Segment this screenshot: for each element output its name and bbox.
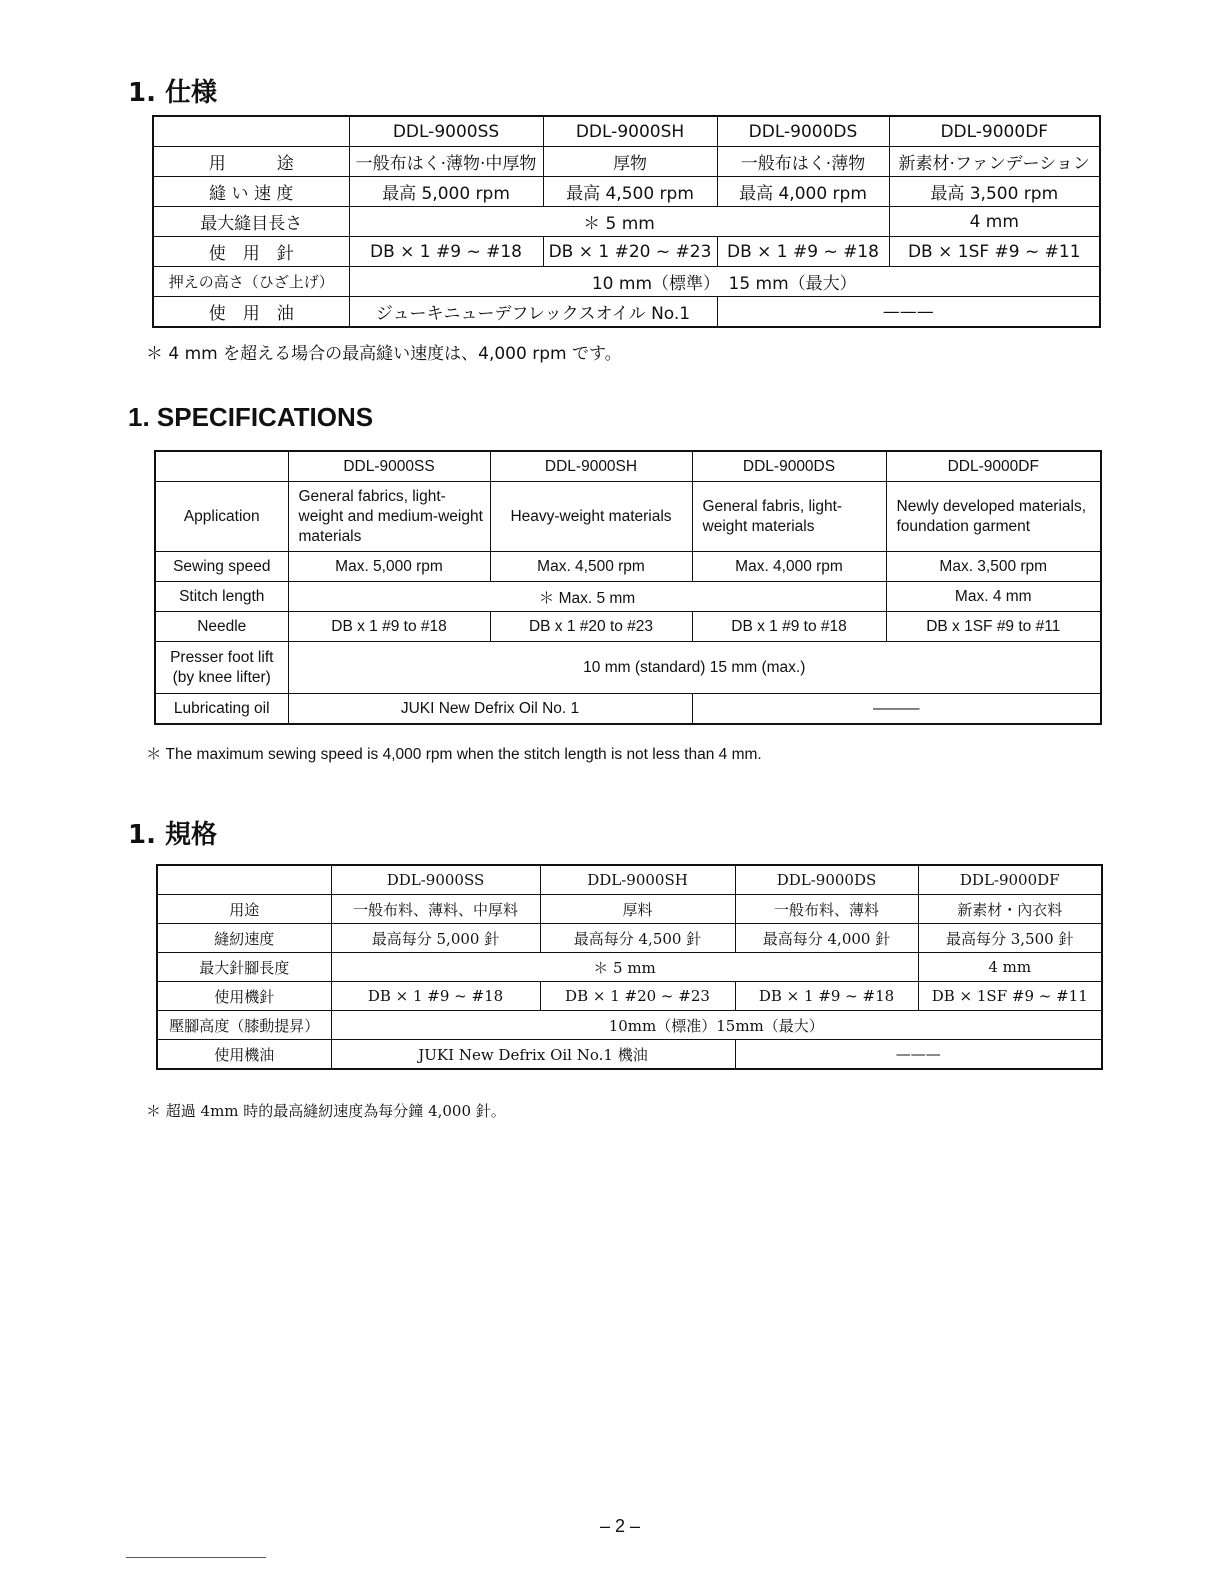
header-model-df: DDL-9000DF [889,116,1100,147]
table-row [157,1011,1102,1040]
row-label: 壓腳高度（膝動提昇） [157,1011,331,1040]
cell: 10mm（標准）15mm（最大） [331,1011,1102,1040]
cell: 4 mm [918,953,1102,982]
cell: 最高每分 3,500 針 [918,924,1102,953]
cell: ＊ 5 mm [349,207,889,237]
row-label: Sewing speed [155,552,288,582]
row-label: Lubricating oil [155,694,288,725]
row-label: 縫 い 速 度 [153,177,349,207]
cell-dash: ——— [692,694,1101,725]
cell: ＊ Max. 5 mm [288,582,886,612]
cell: DB × 1 #9 ~ #18 [331,982,540,1011]
header-model-sh: DDL-9000SH [490,451,692,482]
header-blank [155,451,288,482]
row-label: 縫紉速度 [157,924,331,953]
cell-dash: ——— [717,297,1100,328]
cell: 新素材・內衣料 [918,895,1102,924]
cell: Max. 5,000 rpm [288,552,490,582]
cell: 新素材·ファンデーション [889,147,1100,177]
footer-rule [126,1557,266,1558]
section-title-japanese: 1. 仕様 [128,78,218,108]
cell: 最高每分 4,500 針 [540,924,735,953]
cell: DB × 1 #9 ~ #18 [717,237,889,267]
table-header-row [157,865,1102,895]
cell: Newly developed materials, foundation garment [886,482,1101,552]
cell: Max. 4,000 rpm [692,552,886,582]
cell: ジューキニューデフレックスオイル No.1 [349,297,717,328]
row-label: 使 用 針 [153,237,349,267]
cell: Max. 3,500 rpm [886,552,1101,582]
table-header-row [153,116,1100,147]
cell: Max. 4,500 rpm [490,552,692,582]
cell: DB x 1SF #9 to #11 [886,612,1101,642]
cell: DB × 1 #20 ~ #23 [540,982,735,1011]
row-label: 最大縫目長さ [153,207,349,237]
table-row [153,147,1100,177]
header-model-sh: DDL-9000SH [543,116,717,147]
cell: DB x 1 #9 to #18 [288,612,490,642]
cell: 最高 4,500 rpm [543,177,717,207]
table-row [155,642,1101,694]
header-model-df: DDL-9000DF [918,865,1102,895]
table-row [153,297,1100,328]
header-blank [153,116,349,147]
cell: DB × 1 #9 ~ #18 [349,237,543,267]
row-label: 最大針腳長度 [157,953,331,982]
row-label: Needle [155,612,288,642]
cell: 一般布料、薄料、中厚料 [331,895,540,924]
header-model-ss: DDL-9000SS [288,451,490,482]
footnote-chinese: ＊ 超過 4mm 時的最高縫紉速度為每分鐘 4,000 針。 [146,1102,506,1120]
cell: 最高每分 5,000 針 [331,924,540,953]
cell: Max. 4 mm [886,582,1101,612]
cell: 一般布料、薄料 [735,895,918,924]
header-model-df: DDL-9000DF [886,451,1101,482]
table-row [155,694,1101,725]
section-title-chinese: 1. 規格 [128,820,218,850]
row-label: 使用機油 [157,1040,331,1070]
cell: DB × 1SF #9 ~ #11 [889,237,1100,267]
table-header-row [155,451,1101,482]
cell: DB × 1SF #9 ~ #11 [918,982,1102,1011]
row-label: Application [155,482,288,552]
header-blank [157,865,331,895]
table-row [153,177,1100,207]
row-label: Stitch length [155,582,288,612]
row-label: 使用機針 [157,982,331,1011]
row-label: 押えの高さ（ひざ上げ） [153,267,349,297]
header-model-ss: DDL-9000SS [349,116,543,147]
table-row [157,982,1102,1011]
cell: 4 mm [889,207,1100,237]
table-row [157,895,1102,924]
cell: 最高每分 4,000 針 [735,924,918,953]
cell: JUKI New Defrix Oil No. 1 [288,694,692,725]
table-row [155,552,1101,582]
page-number: – 2 – [600,1516,641,1536]
row-label: 用途 [157,895,331,924]
cell: DB × 1 #9 ~ #18 [735,982,918,1011]
spec-table-chinese [156,864,1103,1070]
cell: 10 mm（標準） 15 mm（最大） [349,267,1100,297]
cell: JUKI New Defrix Oil No.1 機油 [331,1040,735,1070]
cell: DB × 1 #20 ~ #23 [543,237,717,267]
cell: 厚物 [543,147,717,177]
cell: DB x 1 #20 to #23 [490,612,692,642]
section-title-english: 1. SPECIFICATIONS [128,402,374,432]
table-row [153,267,1100,297]
cell: General fabrics, light-weight and medium-weight materials [288,482,490,552]
spec-table-english [154,450,1102,725]
table-row [155,612,1101,642]
table-row [157,924,1102,953]
table-row [155,582,1101,612]
table-row [153,237,1100,267]
table-row [155,482,1101,552]
header-model-ds: DDL-9000DS [735,865,918,895]
footnote-english: ＊ The maximum sewing speed is 4,000 rpm when the stitch length is not less than 4 mm. [146,746,762,763]
row-label: 使 用 油 [153,297,349,328]
header-model-ss: DDL-9000SS [331,865,540,895]
footnote-japanese: ＊ 4 mm を超える場合の最高縫い速度は、4,000 rpm です。 [146,344,622,364]
cell: ＊ 5 mm [331,953,918,982]
cell: 最高 5,000 rpm [349,177,543,207]
cell: General fabris, light-weight materials [692,482,886,552]
cell: 一般布はく·薄物 [717,147,889,177]
cell: 最高 3,500 rpm [889,177,1100,207]
spec-table-japanese [152,115,1101,328]
row-label: Presser foot lift (by knee lifter) [155,642,288,694]
table-row [157,1040,1102,1070]
cell-dash: ——— [735,1040,1102,1070]
header-model-ds: DDL-9000DS [717,116,889,147]
cell: Heavy-weight materials [490,482,692,552]
header-model-ds: DDL-9000DS [692,451,886,482]
cell: 最高 4,000 rpm [717,177,889,207]
table-row [153,207,1100,237]
cell: 厚料 [540,895,735,924]
cell: 10 mm (standard) 15 mm (max.) [288,642,1101,694]
row-label: 用 途 [153,147,349,177]
header-model-sh: DDL-9000SH [540,865,735,895]
table-row [157,953,1102,982]
cell: DB x 1 #9 to #18 [692,612,886,642]
cell: 一般布はく·薄物·中厚物 [349,147,543,177]
